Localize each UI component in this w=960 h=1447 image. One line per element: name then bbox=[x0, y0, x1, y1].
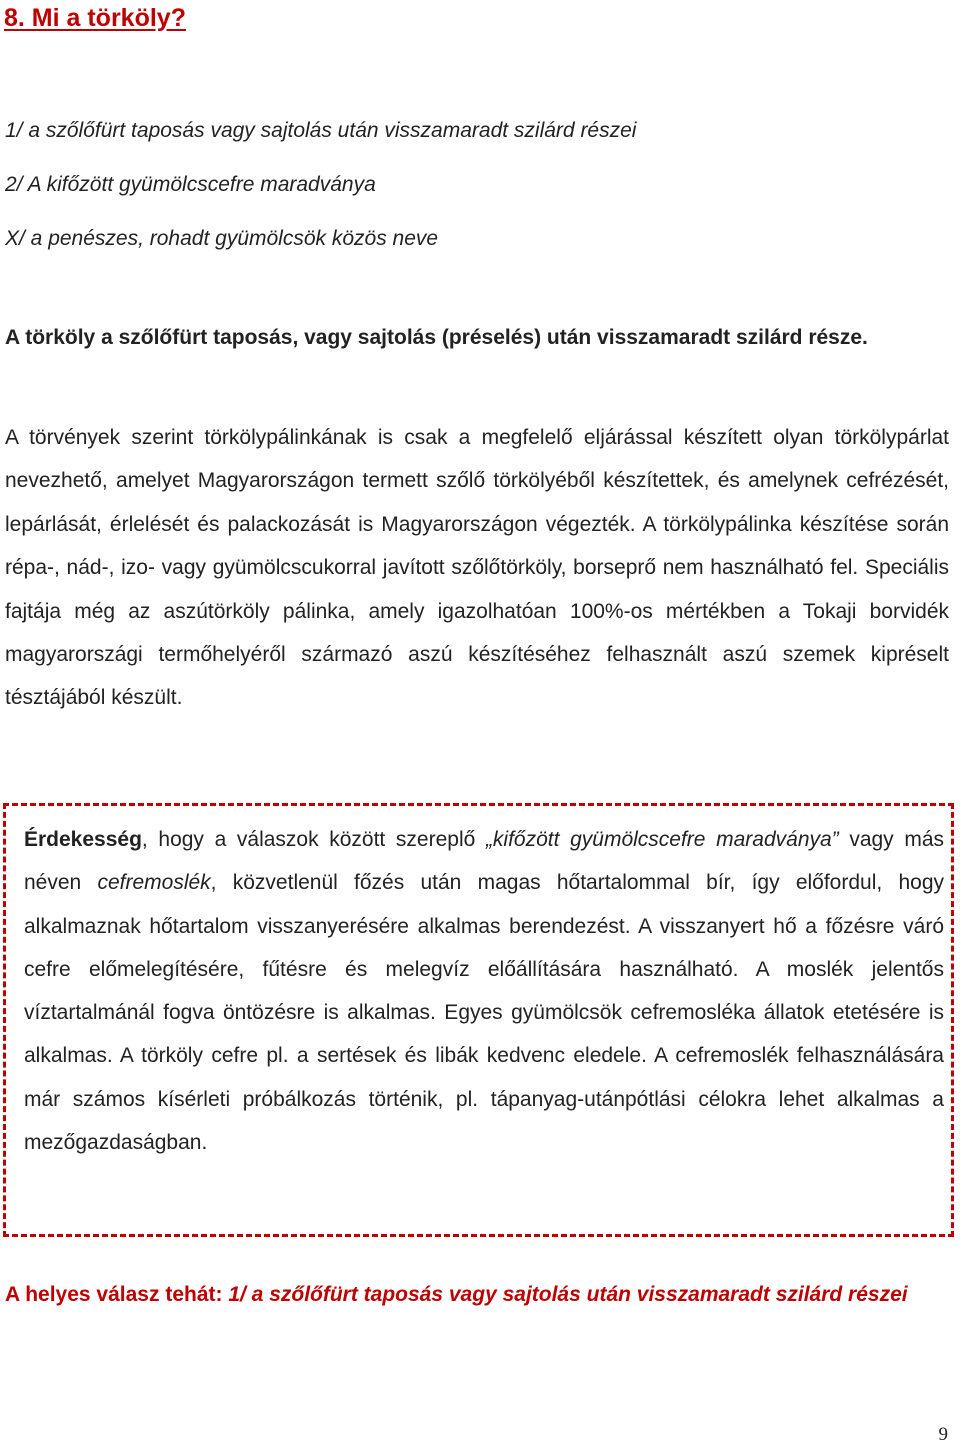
definition-paragraph: A törköly a szőlőfürt taposás, vagy sajtolás (préselés) után visszamaradt szilárd része. bbox=[5, 326, 868, 349]
fun-fact-quote: „kifőzött gyümölcscefre maradványa” bbox=[485, 828, 839, 851]
fun-fact-text-3: , közvetlenül főzés után magas hőtartalommal bír, így előfordul, hogy alkalmaznak hőtartalom visszanyerésére alkalmas berendezést. A visszanyert hő a főzésre váró cefre előmelegítésére, fűtésre és melegvíz előállítására használható. A moslék jelentős víztartalmánál fogva öntözésre is alkalmas. Egyes gyümölcsök cefremosléka állatok etetésére is alkalmas. A törköly cefre pl. a sertések és libák kedvenc eledele. A cefremoslék felhasználására már számos kísérleti próbálkozás történik, pl. tápanyag-utánpótlási célokra lehet alkalmas a mezőgazdaságban. bbox=[24, 871, 944, 1155]
law-paragraph: A törvények szerint törkölypálinkának is csak a megfelelő eljárással készített olyan törkölypárlat nevezhető, amelyet Magyarországon termett szőlő törkölyéből készítettek, és amelynek cefrézését, lepárlását, érlelését és palackozását is Magyarországon végezték. A törkölypálinka készítése során répa-, nád-, izo- vagy gyümölcscukorral javított szőlőtörköly, borseprő nem használható fel. Speciális fajtája még az aszútörköly pálinka, amely igazolhatóan 100%-os mértékben a Tokaji borvidék magyarországi termőhelyéről származó aszú készítéséhez felhasznált aszú szemek kipréselt tésztájából készült. bbox=[5, 426, 949, 710]
page-title: 8. Mi a törköly? bbox=[4, 4, 186, 32]
fun-fact-box bbox=[3, 803, 954, 1237]
answer-option-x: X/ a penészes, rohadt gyümölcsök közös neve bbox=[5, 227, 439, 250]
correct-answer-lead: A helyes válasz tehát: bbox=[5, 1283, 229, 1306]
page-number: 9 bbox=[938, 1424, 948, 1445]
fun-fact-text bbox=[24, 818, 944, 1164]
answer-option-2: 2/ A kifőzött gyümölcscefre maradványa bbox=[5, 173, 376, 196]
fun-fact-term: cefremoslék bbox=[97, 871, 211, 895]
correct-answer-value: 1/ a szőlőfürt taposás vagy sajtolás után visszamaradt szilárd részei bbox=[228, 1283, 908, 1306]
fun-fact-text-2: vagy más néven bbox=[24, 828, 944, 895]
fun-fact-text-1: , hogy a válaszok között szereplő bbox=[141, 828, 486, 851]
answer-options-list bbox=[5, 104, 955, 266]
answer-option-1: 1/ a szőlőfürt taposás vagy sajtolás után visszamaradt szilárd részei bbox=[5, 119, 637, 142]
fun-fact-lead: Érdekesség bbox=[24, 828, 142, 851]
correct-answer bbox=[5, 1273, 949, 1316]
